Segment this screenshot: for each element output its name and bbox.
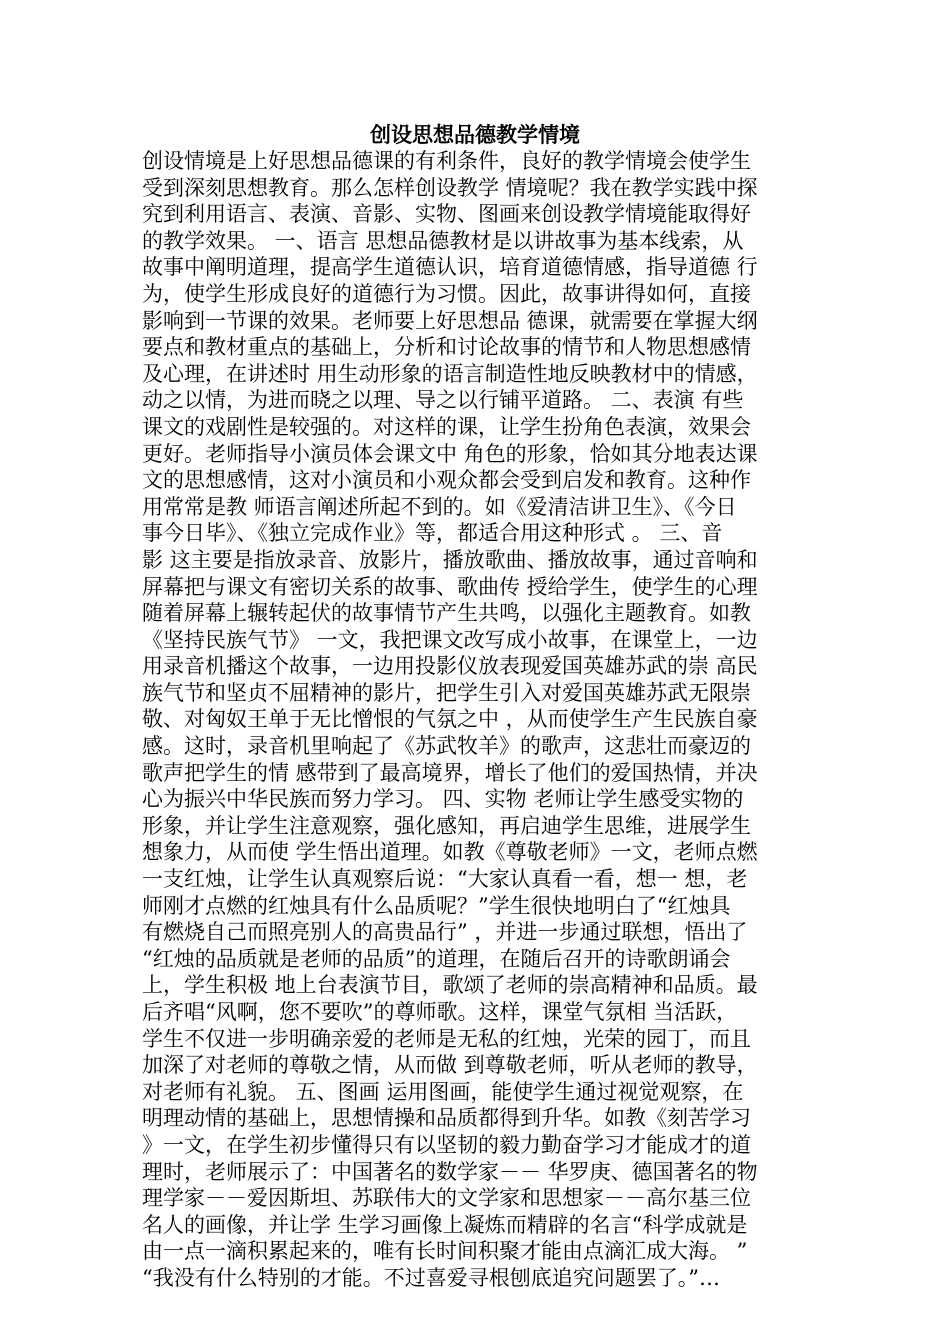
body-text-line: 影 这主要是指放录音、放影片，播放歌曲、播放故事，通过音响和: [142, 547, 758, 572]
body-text-line: 敬、对匈奴王单于无比憎恨的气氛之中 ，从而使学生产生民族自豪: [142, 707, 758, 732]
body-text-line: 对老师有礼貌。 五、图画 运用图画，能使学生通过视觉观察，在: [142, 1079, 744, 1104]
body-text-line: 《坚持民族气节》 一文，我把课文改写成小故事，在课堂上，一边: [142, 627, 758, 652]
body-text-line: 课文的戏剧性是较强的。对这样的课，让学生扮角色表演，效果会: [142, 414, 751, 439]
body-text-line: 动之以情，为进而晓之以理、导之以行铺平道路。 二、表演 有些: [142, 388, 744, 413]
body-text-line: 想象力，从而使 学生悟出道理。如教《尊敬老师》一文，老师点燃: [142, 840, 758, 865]
body-text-line: 加深了对老师的尊敬之情，从而做 到尊敬老师，听从老师的教导，: [142, 1053, 758, 1078]
body-text-line: 的教学效果。 一、语言 思想品德教材是以讲故事为基本线索，从: [142, 228, 744, 253]
body-text-line: 受到深刻思想教育。那么怎样创设教学 情境呢？我在教学实践中探: [142, 175, 758, 200]
body-text-line: 由一点一滴积累起来的，唯有长时间积聚才能由点滴汇成大海。 ”: [142, 1239, 748, 1264]
body-text-line: 有燃烧自己而照亮别人的高贵品行” ，并进一步通过联想，悟出了: [142, 920, 748, 945]
body-text-line: 名人的画像，并让学 生学习画像上凝炼而精辟的名言“科学成就是: [142, 1212, 748, 1237]
body-text-line: 明理动情的基础上，思想情操和品质都得到升华。如教《刻苦学习: [142, 1106, 751, 1131]
body-text-line: 族气节和坚贞不屈精神的影片，把学生引入对爱国英雄苏武无限崇: [142, 680, 751, 705]
body-text-line: “红烛的品质就是老师的品质”的道理，在随后召开的诗歌朗诵会: [142, 946, 731, 971]
body-text-line: 心为振兴中华民族而努力学习。 四、实物 老师让学生感受实物的: [142, 787, 744, 812]
body-text-line: 要点和教材重点的基础上，分析和讨论故事的情节和人物思想感情: [142, 335, 751, 360]
body-text-line: 文的思想感情，这对小演员和小观众都会受到启发和教育。这种作: [142, 468, 751, 493]
document-body: [142, 148, 810, 1292]
body-text-line: 师刚才点燃的红烛具有什么品质呢？”学生很快地明白了“红烛具: [142, 893, 731, 918]
body-text-line: 》一文，在学生初步懂得只有以坚韧的毅力勤奋学习才能成才的道: [142, 1132, 751, 1157]
document-title: 创设思想品德教学情境: [370, 122, 580, 147]
body-text-line: 故事中阐明道理，提高学生道德认识，培育道德情感，指导道德 行: [142, 255, 758, 280]
body-text-line: 后齐唱“风啊，您不要吹”的尊师歌。这样，课堂气氛相 当活跃，: [142, 1000, 738, 1024]
body-text-line: 更好。老师指导小演员体会课文中 角色的形象，恰如其分地表达课: [142, 441, 758, 466]
body-text-line: 用录音机播这个故事，一边用投影仪放表现爱国英雄苏武的崇 高民: [142, 654, 758, 679]
body-text-line: 事今日毕》、《独立完成作业》等，都适合用这种形式 。 三、音: [142, 521, 723, 546]
body-text-line: 歌声把学生的情 感带到了最高境界，增长了他们的爱国热情，并决: [142, 760, 758, 785]
body-text-line: “我没有什么特别的才能。不过喜爱寻根刨底追究问题罢了。”…: [142, 1265, 720, 1290]
body-text-line: 理时，老师展示了：中国著名的数学家－－ 华罗庚、德国著名的物: [142, 1159, 758, 1184]
body-text-line: 及心理，在讲述时 用生动形象的语言制造性地反映教材中的情感，: [142, 361, 758, 386]
body-text-line: 影响到一节课的效果。老师要上好思想品 德课，就需要在掌握大纲: [142, 308, 758, 333]
body-text-line: 屏幕把与课文有密切关系的故事、歌曲传 授给学生，使学生的心理: [142, 574, 758, 599]
body-text-line: 学生不仅进一步明确亲爱的老师是无私的红烛，光荣的园丁，而且: [142, 1026, 751, 1051]
body-text-line: 形象，并让学生注意观察，强化感知，再启迪学生思维，进展学生: [142, 813, 751, 838]
body-text-line: 一支红烛，让学生认真观察后说：“大家认真看一看，想一 想，老: [142, 867, 748, 892]
body-text-line: 感。这时，录音机里响起了《苏武牧羊》的歌声，这悲壮而豪迈的: [142, 734, 751, 759]
body-text-line: 随着屏幕上辗转起伏的故事情节产生共鸣，以强化主题教育。如教: [142, 601, 751, 626]
body-text-line: 究到利用语言、表演、音影、实物、图画来创设教学情境能取得好: [142, 202, 751, 227]
body-text-line: 创设情境是上好思想品德课的有利条件，良好的教学情境会使学生: [142, 149, 751, 173]
body-text-line: 为，使学生形成良好的道德行为习惯。因此，故事讲得如何，直接: [142, 281, 751, 306]
body-text-line: 上，学生积极 地上台表演节目，歌颂了老师的崇高精神和品质。最: [142, 973, 758, 998]
body-text-line: 用常常是教 师语言阐述所起不到的。如《爱清洁讲卫生》、《今日: [142, 494, 737, 519]
body-text-line: 理学家－－爱因斯坦、苏联伟大的文学家和思想家－－高尔基三位: [142, 1186, 751, 1211]
